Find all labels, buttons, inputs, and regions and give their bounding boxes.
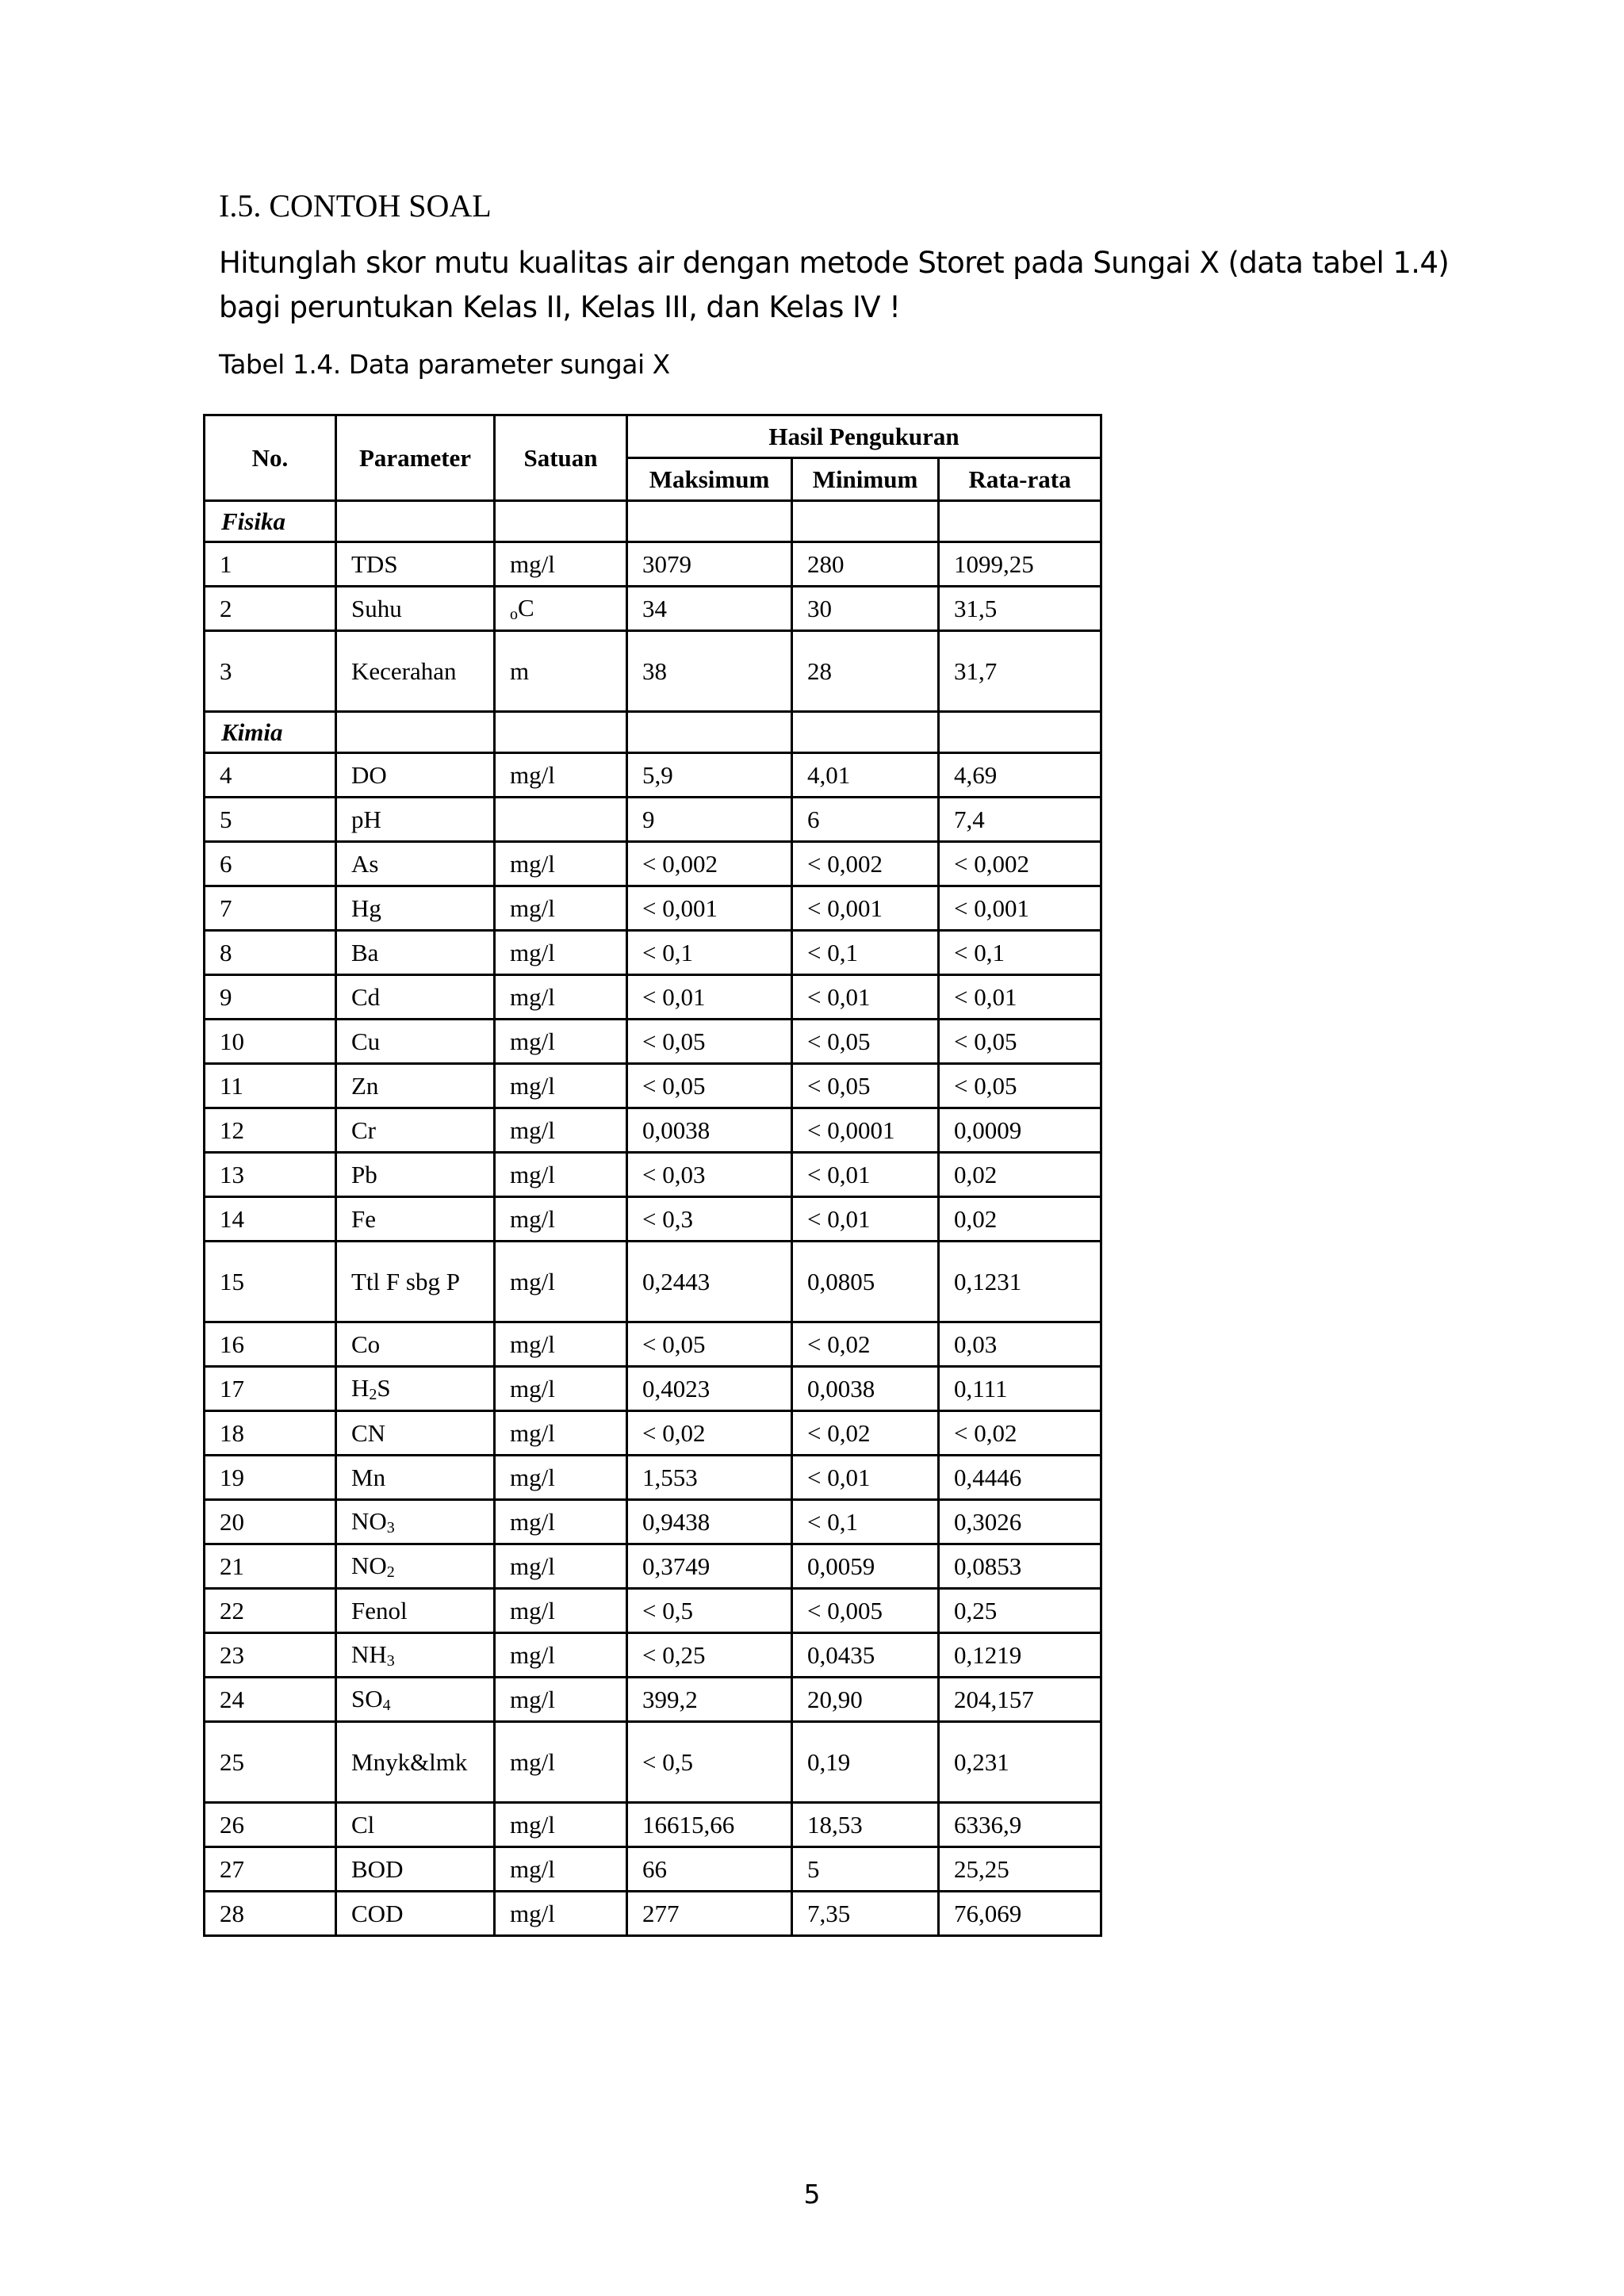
unit-text: mg/l: [510, 1552, 555, 1580]
cell-satuan: [495, 1847, 627, 1892]
cell-satuan: [495, 975, 627, 1020]
cell-maksimum: 0,0038: [627, 1108, 792, 1153]
cell-maksimum: < 0,002: [627, 842, 792, 886]
cell-satuan: [495, 542, 627, 587]
cell-no: 15: [205, 1242, 336, 1322]
unit-text: C: [518, 593, 534, 622]
cell-parameter: [336, 1064, 495, 1108]
unit-text: mg/l: [510, 1463, 555, 1491]
parameter-name: Suhu: [351, 594, 402, 622]
parameter-name: CN: [351, 1418, 386, 1447]
empty-cell: [627, 712, 792, 753]
parameter-name: Mnyk&lmk: [351, 1747, 468, 1776]
table-body: [205, 501, 1101, 1936]
unit-text: mg/l: [510, 1160, 555, 1188]
cell-rata-rata: 0,231: [939, 1722, 1101, 1803]
parameter-name: Cd: [351, 982, 381, 1011]
unit-text: mg/l: [510, 1027, 555, 1055]
parameter-subscript: 2: [386, 1563, 395, 1581]
cell-maksimum: 1,553: [627, 1456, 792, 1500]
cell-no: 11: [205, 1064, 336, 1108]
cell-parameter: [336, 1456, 495, 1500]
cell-no: 7: [205, 886, 336, 931]
cell-maksimum: < 0,05: [627, 1020, 792, 1064]
cell-maksimum: < 0,02: [627, 1411, 792, 1456]
cell-minimum: 5: [792, 1847, 939, 1892]
cell-minimum: < 0,002: [792, 842, 939, 886]
cell-no: 8: [205, 931, 336, 975]
empty-cell: [792, 501, 939, 542]
unit-text: mg/l: [510, 1267, 555, 1295]
cell-no: 17: [205, 1367, 336, 1411]
cell-satuan: [495, 1108, 627, 1153]
cell-parameter: [336, 842, 495, 886]
header-no: No.: [205, 415, 336, 501]
cell-minimum: < 0,01: [792, 975, 939, 1020]
parameter-subscript: 3: [386, 1651, 395, 1670]
table-row: [205, 1197, 1101, 1242]
cell-rata-rata: 25,25: [939, 1847, 1101, 1892]
parameter-name: As: [351, 849, 379, 878]
cell-satuan: [495, 1411, 627, 1456]
unit-text: m: [510, 656, 530, 685]
unit-text: mg/l: [510, 849, 555, 878]
cell-minimum: < 0,05: [792, 1064, 939, 1108]
cell-parameter: [336, 1108, 495, 1153]
table-row: [205, 1633, 1101, 1678]
empty-cell: [939, 501, 1101, 542]
table-row: [205, 1108, 1101, 1153]
parameter-name: Zn: [351, 1071, 379, 1100]
table-row: [205, 975, 1101, 1020]
unit-text: mg/l: [510, 1418, 555, 1447]
cell-minimum: 4,01: [792, 753, 939, 798]
cell-satuan: [495, 1589, 627, 1633]
cell-rata-rata: 0,3026: [939, 1500, 1101, 1544]
cell-rata-rata: 0,0853: [939, 1544, 1101, 1589]
parameter-name: DO: [351, 760, 387, 789]
cell-minimum: < 0,02: [792, 1411, 939, 1456]
cell-satuan: [495, 587, 627, 631]
cell-no: 10: [205, 1020, 336, 1064]
unit-text: mg/l: [510, 1204, 555, 1233]
section-row: [205, 712, 1101, 753]
cell-rata-rata: < 0,05: [939, 1020, 1101, 1064]
table-row: [205, 1456, 1101, 1500]
cell-minimum: < 0,005: [792, 1589, 939, 1633]
table-row: [205, 753, 1101, 798]
table-row: [205, 1589, 1101, 1633]
table-row: [205, 542, 1101, 587]
cell-rata-rata: < 0,05: [939, 1064, 1101, 1108]
cell-minimum: 0,0435: [792, 1633, 939, 1678]
cell-satuan: [495, 798, 627, 842]
unit-text: mg/l: [510, 894, 555, 922]
unit-text: mg/l: [510, 760, 555, 789]
cell-rata-rata: 31,5: [939, 587, 1101, 631]
unit-text: mg/l: [510, 1640, 555, 1669]
cell-no: 1: [205, 542, 336, 587]
parameter-name: BOD: [351, 1854, 404, 1883]
parameter-name: H: [351, 1373, 370, 1402]
cell-no: 28: [205, 1892, 336, 1936]
cell-rata-rata: 0,03: [939, 1322, 1101, 1367]
header-hasil-pengukuran: Hasil Pengukuran: [627, 415, 1101, 458]
cell-maksimum: 3079: [627, 542, 792, 587]
table-row: [205, 631, 1101, 712]
empty-cell: [336, 712, 495, 753]
unit-text: mg/l: [510, 938, 555, 966]
cell-parameter: [336, 886, 495, 931]
cell-rata-rata: < 0,01: [939, 975, 1101, 1020]
unit-text: mg/l: [510, 1596, 555, 1624]
header-parameter: Parameter: [336, 415, 495, 501]
cell-rata-rata: 0,02: [939, 1153, 1101, 1197]
cell-satuan: [495, 1322, 627, 1367]
cell-no: 27: [205, 1847, 336, 1892]
cell-no: 24: [205, 1678, 336, 1722]
cell-satuan: [495, 1500, 627, 1544]
cell-parameter: [336, 975, 495, 1020]
cell-rata-rata: < 0,02: [939, 1411, 1101, 1456]
cell-parameter: [336, 1322, 495, 1367]
header-rata-rata: Rata-rata: [939, 458, 1101, 501]
cell-rata-rata: 4,69: [939, 753, 1101, 798]
parameter-name: Mn: [351, 1463, 386, 1491]
section-row: [205, 501, 1101, 542]
cell-no: 9: [205, 975, 336, 1020]
cell-parameter: [336, 1242, 495, 1322]
header-satuan: Satuan: [495, 415, 627, 501]
empty-cell: [495, 501, 627, 542]
table-row: [205, 587, 1101, 631]
table-row: [205, 1242, 1101, 1322]
table-row: [205, 1892, 1101, 1936]
cell-minimum: 280: [792, 542, 939, 587]
cell-no: 2: [205, 587, 336, 631]
parameter-name: SO: [351, 1684, 383, 1712]
table-row: [205, 886, 1101, 931]
cell-maksimum: < 0,01: [627, 975, 792, 1020]
cell-rata-rata: 7,4: [939, 798, 1101, 842]
cell-parameter: [336, 1500, 495, 1544]
cell-minimum: 7,35: [792, 1892, 939, 1936]
unit-text: mg/l: [510, 1330, 555, 1358]
unit-text: mg/l: [510, 1374, 555, 1402]
unit-text: mg/l: [510, 1747, 555, 1776]
cell-no: 6: [205, 842, 336, 886]
cell-no: 18: [205, 1411, 336, 1456]
cell-maksimum: < 0,25: [627, 1633, 792, 1678]
table-row: [205, 931, 1101, 975]
cell-parameter: [336, 542, 495, 587]
cell-parameter: [336, 1544, 495, 1589]
table-row: [205, 1500, 1101, 1544]
cell-minimum: < 0,1: [792, 931, 939, 975]
cell-minimum: 18,53: [792, 1803, 939, 1847]
parameter-name: Fenol: [351, 1596, 408, 1624]
cell-parameter: [336, 1678, 495, 1722]
header-minimum: Minimum: [792, 458, 939, 501]
parameter-name: Cr: [351, 1115, 376, 1144]
cell-no: 3: [205, 631, 336, 712]
header-maksimum: Maksimum: [627, 458, 792, 501]
table-row: [205, 1722, 1101, 1803]
cell-satuan: [495, 1367, 627, 1411]
cell-no: 23: [205, 1633, 336, 1678]
cell-maksimum: 66: [627, 1847, 792, 1892]
cell-maksimum: 277: [627, 1892, 792, 1936]
cell-satuan: [495, 753, 627, 798]
unit-text: mg/l: [510, 1810, 555, 1839]
parameter-name: Cl: [351, 1810, 375, 1839]
cell-rata-rata: 0,0009: [939, 1108, 1101, 1153]
cell-minimum: 30: [792, 587, 939, 631]
parameter-subscript: 3: [386, 1518, 395, 1536]
cell-no: 21: [205, 1544, 336, 1589]
cell-maksimum: 399,2: [627, 1678, 792, 1722]
section-label: Kimia: [205, 712, 336, 753]
cell-parameter: [336, 1803, 495, 1847]
cell-parameter: [336, 1367, 495, 1411]
unit-text: mg/l: [510, 1899, 555, 1927]
cell-rata-rata: 0,111: [939, 1367, 1101, 1411]
empty-cell: [792, 712, 939, 753]
cell-satuan: [495, 1064, 627, 1108]
page-number: 5: [803, 2179, 821, 2210]
cell-minimum: < 0,02: [792, 1322, 939, 1367]
parameter-name: Ttl F sbg P: [351, 1267, 460, 1295]
cell-parameter: [336, 1633, 495, 1678]
unit-text: mg/l: [510, 1115, 555, 1144]
cell-minimum: 0,19: [792, 1722, 939, 1803]
unit-text: mg/l: [510, 1685, 555, 1713]
section-label: Fisika: [205, 501, 336, 542]
cell-maksimum: < 0,3: [627, 1197, 792, 1242]
cell-maksimum: 0,4023: [627, 1367, 792, 1411]
table-row: [205, 1367, 1101, 1411]
cell-maksimum: < 0,05: [627, 1064, 792, 1108]
cell-parameter: [336, 1847, 495, 1892]
cell-no: 16: [205, 1322, 336, 1367]
cell-parameter: [336, 1153, 495, 1197]
cell-parameter: [336, 587, 495, 631]
cell-minimum: < 0,1: [792, 1500, 939, 1544]
cell-satuan: [495, 1020, 627, 1064]
cell-maksimum: 9: [627, 798, 792, 842]
cell-maksimum: 0,3749: [627, 1544, 792, 1589]
table-row: [205, 1411, 1101, 1456]
cell-rata-rata: < 0,001: [939, 886, 1101, 931]
cell-satuan: [495, 931, 627, 975]
unit-text: mg/l: [510, 1071, 555, 1100]
cell-parameter: [336, 631, 495, 712]
cell-maksimum: 0,2443: [627, 1242, 792, 1322]
cell-satuan: [495, 1803, 627, 1847]
cell-rata-rata: < 0,1: [939, 931, 1101, 975]
cell-rata-rata: 1099,25: [939, 542, 1101, 587]
cell-maksimum: 16615,66: [627, 1803, 792, 1847]
cell-minimum: 6: [792, 798, 939, 842]
cell-satuan: [495, 1456, 627, 1500]
parameter-name: COD: [351, 1899, 404, 1927]
parameter-name: pH: [351, 805, 381, 833]
cell-parameter: [336, 1589, 495, 1633]
cell-rata-rata: 0,1219: [939, 1633, 1101, 1678]
cell-rata-rata: 0,25: [939, 1589, 1101, 1633]
cell-parameter: [336, 753, 495, 798]
cell-parameter: [336, 1197, 495, 1242]
cell-rata-rata: 0,1231: [939, 1242, 1101, 1322]
cell-parameter: [336, 798, 495, 842]
cell-rata-rata: 76,069: [939, 1892, 1101, 1936]
cell-satuan: [495, 1153, 627, 1197]
cell-maksimum: < 0,03: [627, 1153, 792, 1197]
parameter-subscript: 2: [369, 1385, 377, 1403]
parameter-name: Pb: [351, 1160, 377, 1188]
parameter-name: TDS: [351, 549, 398, 578]
parameter-name: NH: [351, 1640, 387, 1668]
table-row: [205, 1678, 1101, 1722]
cell-parameter: [336, 1020, 495, 1064]
cell-satuan: [495, 1544, 627, 1589]
empty-cell: [336, 501, 495, 542]
cell-rata-rata: 0,4446: [939, 1456, 1101, 1500]
cell-no: 12: [205, 1108, 336, 1153]
unit-text: mg/l: [510, 1854, 555, 1883]
cell-minimum: 0,0059: [792, 1544, 939, 1589]
parameter-name: Fe: [351, 1204, 376, 1233]
unit-text: mg/l: [510, 1507, 555, 1536]
cell-satuan: [495, 1892, 627, 1936]
empty-cell: [495, 712, 627, 753]
cell-no: 26: [205, 1803, 336, 1847]
cell-maksimum: 34: [627, 587, 792, 631]
table-row: [205, 1153, 1101, 1197]
cell-parameter: [336, 1411, 495, 1456]
cell-no: 19: [205, 1456, 336, 1500]
table-row: [205, 1847, 1101, 1892]
cell-minimum: < 0,01: [792, 1456, 939, 1500]
cell-minimum: < 0,01: [792, 1153, 939, 1197]
cell-satuan: [495, 1197, 627, 1242]
cell-satuan: [495, 842, 627, 886]
cell-maksimum: 5,9: [627, 753, 792, 798]
question-paragraph: Hitunglah skor mutu kualitas air dengan metode Storet pada Sungai X (data tabel 1.4) bagi peruntukan Kelas II, Kelas III, dan Kelas IV !: [219, 246, 1450, 324]
cell-rata-rata: 0,02: [939, 1197, 1101, 1242]
cell-parameter: [336, 931, 495, 975]
cell-maksimum: 38: [627, 631, 792, 712]
empty-cell: [939, 712, 1101, 753]
cell-no: 22: [205, 1589, 336, 1633]
cell-maksimum: 0,9438: [627, 1500, 792, 1544]
cell-no: 25: [205, 1722, 336, 1803]
parameter-name: Hg: [351, 894, 381, 922]
parameter-name: Kecerahan: [351, 656, 457, 685]
table-caption: Tabel 1.4. Data parameter sungai X: [219, 349, 670, 380]
table-row: [205, 1064, 1101, 1108]
cell-minimum: < 0,05: [792, 1020, 939, 1064]
cell-rata-rata: < 0,002: [939, 842, 1101, 886]
table-row: [205, 1544, 1101, 1589]
table-row: [205, 798, 1101, 842]
unit-text: mg/l: [510, 549, 555, 578]
cell-minimum: 0,0038: [792, 1367, 939, 1411]
cell-minimum: < 0,01: [792, 1197, 939, 1242]
parameter-name: NO: [351, 1551, 387, 1579]
parameter-name: Co: [351, 1330, 381, 1358]
table-row: [205, 842, 1101, 886]
parameter-subscript: 4: [382, 1696, 391, 1714]
parameter-name: NO: [351, 1506, 387, 1535]
cell-minimum: < 0,001: [792, 886, 939, 931]
empty-cell: [627, 501, 792, 542]
cell-no: 5: [205, 798, 336, 842]
cell-satuan: [495, 631, 627, 712]
table-row: [205, 1020, 1101, 1064]
cell-no: 20: [205, 1500, 336, 1544]
cell-rata-rata: 31,7: [939, 631, 1101, 712]
cell-minimum: 20,90: [792, 1678, 939, 1722]
cell-satuan: [495, 1722, 627, 1803]
table-row: [205, 1322, 1101, 1367]
cell-no: 4: [205, 753, 336, 798]
cell-satuan: [495, 886, 627, 931]
cell-minimum: 0,0805: [792, 1242, 939, 1322]
cell-parameter: [336, 1892, 495, 1936]
cell-maksimum: < 0,1: [627, 931, 792, 975]
cell-satuan: [495, 1242, 627, 1322]
cell-parameter: [336, 1722, 495, 1803]
parameter-table: [203, 414, 1102, 1937]
section-heading: I.5. CONTOH SOAL: [219, 188, 492, 224]
cell-maksimum: < 0,05: [627, 1322, 792, 1367]
cell-maksimum: < 0,001: [627, 886, 792, 931]
cell-no: 13: [205, 1153, 336, 1197]
cell-satuan: [495, 1678, 627, 1722]
cell-rata-rata: 6336,9: [939, 1803, 1101, 1847]
cell-maksimum: < 0,5: [627, 1589, 792, 1633]
table-row: [205, 1803, 1101, 1847]
unit-degree-mark: o: [510, 605, 518, 623]
unit-text: mg/l: [510, 982, 555, 1011]
cell-rata-rata: 204,157: [939, 1678, 1101, 1722]
parameter-tail: S: [377, 1373, 391, 1402]
parameter-name: Cu: [351, 1027, 381, 1055]
cell-minimum: 28: [792, 631, 939, 712]
cell-maksimum: < 0,5: [627, 1722, 792, 1803]
cell-minimum: < 0,0001: [792, 1108, 939, 1153]
parameter-name: Ba: [351, 938, 379, 966]
cell-satuan: [495, 1633, 627, 1678]
cell-no: 14: [205, 1197, 336, 1242]
